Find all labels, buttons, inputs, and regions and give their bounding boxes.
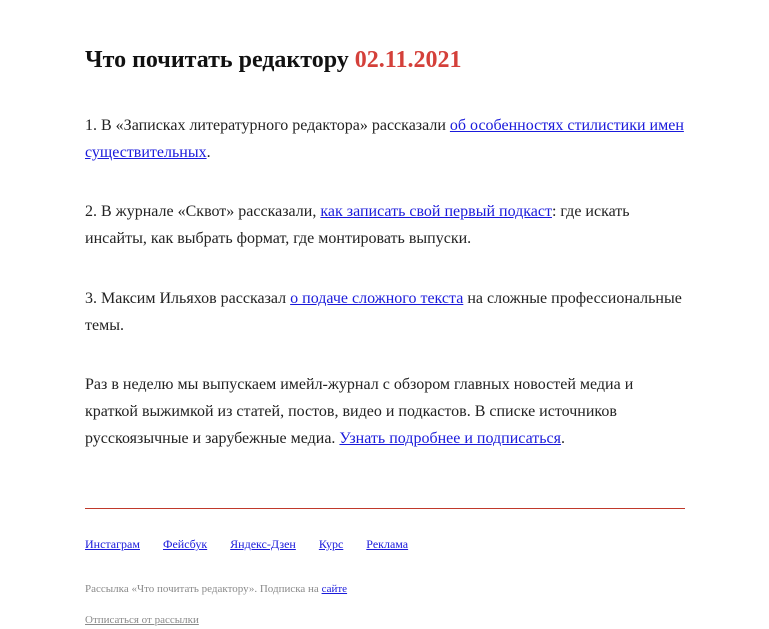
item-suffix: . — [206, 144, 211, 161]
site-link[interactable]: сайте — [321, 583, 348, 595]
item-link[interactable]: об особенностях стилистики имен существительных — [85, 117, 684, 161]
about-paragraph — [85, 371, 685, 452]
subscribe-link[interactable]: Узнать подробнее и подписаться — [339, 430, 562, 447]
advertising-link[interactable]: Реклама — [366, 537, 409, 551]
unsubscribe — [85, 613, 199, 627]
item-text: 3. Максим Ильяхов рассказал — [85, 290, 291, 307]
instagram-link[interactable]: Инстаграм — [85, 537, 140, 551]
list-item — [85, 112, 685, 166]
unsubscribe-link[interactable]: Отписаться от рассылки — [85, 614, 199, 626]
page-title — [85, 44, 461, 76]
item-link[interactable]: как записать свой первый подкаст — [320, 203, 552, 220]
item-text: 2. В журнале «Сквот» рассказали, — [85, 203, 321, 220]
about-suffix: . — [561, 430, 566, 447]
item-suffix: : где искать инсайты, как выбрать формат, где монтировать выпуски. — [85, 203, 630, 247]
list-item — [85, 285, 685, 339]
footer-note-text: Рассылка «Что почитать редактору». Подписка на — [85, 583, 322, 595]
issue-date: 02.11.2021 — [354, 47, 462, 73]
item-link[interactable]: о подаче сложного текста — [290, 290, 464, 307]
list-item — [85, 198, 685, 252]
about-text: Раз в неделю мы выпускаем имейл-журнал с обзором главных новостей медиа и краткой выжимкой из статей, постов, видео и подкастов. В списке источников русскоязычные и зарубежные медиа. — [85, 376, 634, 447]
title-text: Что почитать редактору — [85, 47, 349, 73]
yandex-zen-link[interactable]: Яндекс-Дзен — [230, 537, 296, 551]
item-suffix: на сложные профессиональные темы. — [85, 290, 682, 334]
course-link[interactable]: Курс — [318, 537, 344, 551]
divider — [85, 508, 685, 509]
footer-note — [85, 582, 347, 596]
facebook-link[interactable]: Фейсбук — [162, 537, 208, 551]
item-text: 1. В «Записках литературного редактора» рассказали — [85, 117, 450, 134]
footer-links — [85, 536, 428, 552]
